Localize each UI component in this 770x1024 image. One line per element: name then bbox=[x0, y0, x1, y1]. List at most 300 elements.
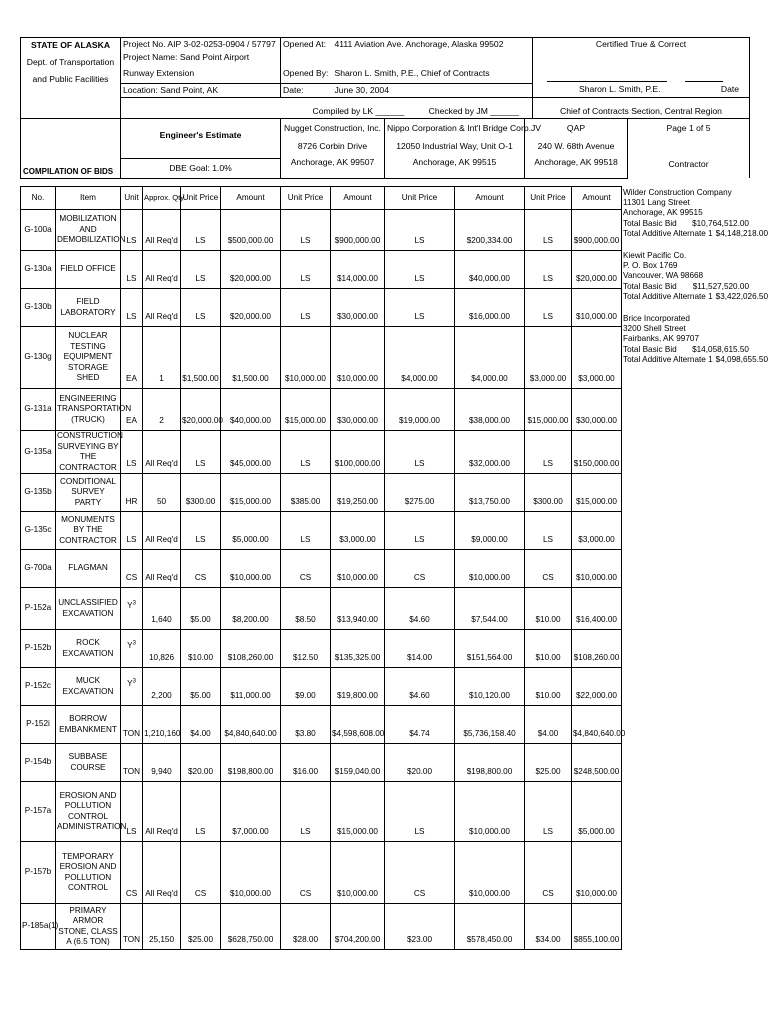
contractors-list bbox=[623, 188, 769, 365]
item-quantity: All Req'd bbox=[143, 251, 181, 289]
contractor-address-2: Anchorage, AK 99515 bbox=[623, 208, 703, 218]
engineer-amount: $40,000.00 bbox=[221, 389, 281, 431]
nippo-amount: $7,544.00 bbox=[455, 588, 525, 630]
nippo-unit-price: LS bbox=[385, 782, 455, 842]
col-amount-4: Amount bbox=[572, 187, 622, 210]
nippo-amount: $32,000.00 bbox=[455, 431, 525, 474]
agency-dept: Dept. of Transportation bbox=[26, 57, 115, 67]
item-quantity: All Req'd bbox=[143, 782, 181, 842]
nugget-amount: $10,000.00 bbox=[331, 327, 385, 389]
nippo-unit-price: CS bbox=[385, 550, 455, 588]
bid-item-row bbox=[21, 782, 622, 842]
nugget-unit-price: $9.00 bbox=[281, 668, 331, 706]
contractor-basic-bid bbox=[623, 345, 749, 355]
item-number: G-700a bbox=[21, 550, 56, 588]
nippo-unit-price: $14.00 bbox=[385, 630, 455, 668]
col-unit: Unit bbox=[121, 187, 143, 210]
alternate-label: Total Additive Alternate 1 bbox=[623, 354, 713, 364]
item-unit: LS bbox=[121, 431, 143, 474]
bidder-engineer-name: Engineer's Estimate bbox=[159, 129, 242, 140]
item-number: P-157a bbox=[21, 782, 56, 842]
alternate-label: Total Additive Alternate 1 bbox=[623, 291, 713, 301]
nugget-amount: $704,200.00 bbox=[331, 904, 385, 950]
col-unit-price-2: Unit Price bbox=[281, 187, 331, 210]
basic-bid-value: $10,764,512.00 bbox=[692, 218, 749, 228]
qap-amount: $4,840,640.00 bbox=[572, 706, 622, 744]
item-number: G-130g bbox=[21, 327, 56, 389]
qap-amount: $3,000.00 bbox=[572, 512, 622, 550]
item-description: FIELD OFFICE bbox=[56, 251, 121, 289]
unit-text: Y bbox=[127, 641, 133, 651]
bid-item-row bbox=[21, 474, 622, 512]
bidder-nugget-name: Nugget Construction, Inc. bbox=[284, 122, 381, 133]
item-quantity: All Req'd bbox=[143, 550, 181, 588]
contractor-basic-bid bbox=[623, 219, 749, 229]
nugget-amount: $30,000.00 bbox=[331, 389, 385, 431]
contractor-address-1: 3200 Shell Street bbox=[623, 324, 686, 334]
bidder-nippo-addr1: 12050 Industrial Way, Unit O-1 bbox=[396, 140, 513, 151]
nippo-unit-price: $4.60 bbox=[385, 668, 455, 706]
date-value: June 30, 2004 bbox=[333, 83, 533, 97]
project-name: Project Name: Sand Point Airport bbox=[121, 51, 281, 67]
item-unit: LS bbox=[121, 782, 143, 842]
nippo-unit-price: $4.60 bbox=[385, 588, 455, 630]
signer-title: Chief of Contracts Section, Central Region bbox=[533, 97, 750, 118]
alternate-value: $3,422,026.50 bbox=[715, 291, 769, 301]
engineer-amount: $20,000.00 bbox=[221, 289, 281, 327]
nippo-unit-price: $4.74 bbox=[385, 706, 455, 744]
bidder-nippo-addr2: Anchorage, AK 99515 bbox=[412, 156, 497, 167]
contractor-name: Brice Incorporated bbox=[623, 314, 690, 324]
signer-name: Sharon L. Smith, P.E. bbox=[579, 84, 661, 94]
item-number: G-131a bbox=[21, 389, 56, 431]
engineer-amount: $108,260.00 bbox=[221, 630, 281, 668]
nugget-amount: $10,000.00 bbox=[331, 550, 385, 588]
bid-item-row bbox=[21, 210, 622, 251]
item-unit: CS bbox=[121, 550, 143, 588]
qap-unit-price: LS bbox=[525, 431, 572, 474]
item-description: ROCK EXCAVATION bbox=[56, 630, 121, 668]
opened-by-value: Sharon L. Smith, P.E., Chief of Contracts bbox=[333, 67, 533, 83]
item-description: NUCLEAR TESTING EQUIPMENT STORAGE SHED bbox=[56, 327, 121, 389]
certified-text: Certified True & Correct bbox=[533, 38, 750, 52]
basic-bid-value: $14,058,615.50 bbox=[692, 344, 749, 354]
bid-item-row bbox=[21, 630, 622, 668]
item-unit: TON bbox=[121, 744, 143, 782]
item-unit bbox=[121, 630, 143, 668]
item-description: BORROW EMBANKMENT bbox=[56, 706, 121, 744]
nippo-amount: $198,800.00 bbox=[455, 744, 525, 782]
nugget-unit-price: CS bbox=[281, 550, 331, 588]
unit-text: Y bbox=[127, 679, 133, 689]
engineer-amount: $10,000.00 bbox=[221, 550, 281, 588]
bidder-nugget bbox=[281, 118, 385, 178]
header-table bbox=[20, 37, 750, 119]
col-amount-3: Amount bbox=[455, 187, 525, 210]
bidders-table bbox=[20, 118, 750, 179]
item-description: MUCK EXCAVATION bbox=[56, 668, 121, 706]
item-unit bbox=[121, 588, 143, 630]
engineer-unit-price: CS bbox=[181, 550, 221, 588]
contractor-additive-alternate bbox=[623, 354, 769, 365]
item-number: P-152a bbox=[21, 588, 56, 630]
bid-item-row bbox=[21, 588, 622, 630]
item-description: FLAGMAN bbox=[56, 550, 121, 588]
engineer-unit-price: $1,500.00 bbox=[181, 327, 221, 389]
engineer-amount: $5,000.00 bbox=[221, 512, 281, 550]
item-description: SUBBASE COURSE bbox=[56, 744, 121, 782]
qap-amount: $15,000.00 bbox=[572, 474, 622, 512]
qap-amount: $248,500.00 bbox=[572, 744, 622, 782]
unit-superscript: 3 bbox=[132, 600, 136, 607]
nippo-amount: $10,000.00 bbox=[455, 782, 525, 842]
nippo-amount: $5,736,158.40 bbox=[455, 706, 525, 744]
qap-amount: $20,000.00 bbox=[572, 251, 622, 289]
nugget-amount: $14,000.00 bbox=[331, 251, 385, 289]
qap-amount: $108,260.00 bbox=[572, 630, 622, 668]
alternate-value: $4,098,655.50 bbox=[715, 354, 769, 364]
bid-item-row bbox=[21, 389, 622, 431]
nugget-unit-price: $10,000.00 bbox=[281, 327, 331, 389]
item-unit: LS bbox=[121, 210, 143, 251]
nippo-amount: $38,000.00 bbox=[455, 389, 525, 431]
engineer-amount: $1,500.00 bbox=[221, 327, 281, 389]
nippo-amount: $13,750.00 bbox=[455, 474, 525, 512]
item-unit bbox=[121, 668, 143, 706]
page-cell bbox=[628, 118, 750, 178]
engineer-amount: $7,000.00 bbox=[221, 782, 281, 842]
qap-amount: $150,000.00 bbox=[572, 431, 622, 474]
bidder-qap-addr2: Anchorage, AK 99518 bbox=[534, 156, 618, 167]
engineer-amount: $11,000.00 bbox=[221, 668, 281, 706]
alternate-value: $4,148,218.00 bbox=[715, 228, 769, 238]
item-quantity: 50 bbox=[143, 474, 181, 512]
nippo-unit-price: $20.00 bbox=[385, 744, 455, 782]
nugget-unit-price: CS bbox=[281, 842, 331, 904]
item-number: P-152c bbox=[21, 668, 56, 706]
engineer-amount: $45,000.00 bbox=[221, 431, 281, 474]
item-description: MONUMENTS BY THE CONTRACTOR bbox=[56, 512, 121, 550]
contractor-address-2: Fairbanks, AK 99707 bbox=[623, 334, 700, 344]
nugget-amount: $13,940.00 bbox=[331, 588, 385, 630]
item-unit: LS bbox=[121, 289, 143, 327]
item-number: G-130b bbox=[21, 289, 56, 327]
engineer-unit-price: $5.00 bbox=[181, 588, 221, 630]
bid-item-row bbox=[21, 327, 622, 389]
unit-superscript: 3 bbox=[132, 678, 136, 685]
qap-unit-price: $4.00 bbox=[525, 706, 572, 744]
dbe-goal: DBE Goal: 1.0% bbox=[121, 158, 280, 177]
engineer-amount: $8,200.00 bbox=[221, 588, 281, 630]
engineer-amount: $10,000.00 bbox=[221, 842, 281, 904]
item-description: CONDITIONAL SURVEY PARTY bbox=[56, 474, 121, 512]
item-number: P-157b bbox=[21, 842, 56, 904]
basic-bid-label: Total Basic Bid bbox=[623, 218, 677, 228]
item-unit: HR bbox=[121, 474, 143, 512]
qap-amount: $3,000.00 bbox=[572, 327, 622, 389]
col-amount-2: Amount bbox=[331, 187, 385, 210]
nippo-amount: $16,000.00 bbox=[455, 289, 525, 327]
nugget-amount: $100,000.00 bbox=[331, 431, 385, 474]
qap-unit-price: CS bbox=[525, 842, 572, 904]
signer-row bbox=[533, 83, 750, 97]
nugget-amount: $30,000.00 bbox=[331, 289, 385, 327]
bidder-nippo-name: Nippo Corporation & Int'l Bridge Corp.JV bbox=[387, 122, 542, 133]
qap-amount: $22,000.00 bbox=[572, 668, 622, 706]
bidder-nugget-addr1: 8726 Corbin Drive bbox=[297, 140, 368, 151]
item-unit: CS bbox=[121, 842, 143, 904]
engineer-unit-price: LS bbox=[181, 289, 221, 327]
col-item: Item bbox=[56, 187, 121, 210]
col-unit-price-1: Unit Price bbox=[181, 187, 221, 210]
engineer-unit-price: $20,000.00 bbox=[181, 389, 221, 431]
basic-bid-label: Total Basic Bid bbox=[623, 344, 677, 354]
item-unit: LS bbox=[121, 512, 143, 550]
qap-unit-price: CS bbox=[525, 550, 572, 588]
nippo-amount: $4,000.00 bbox=[455, 327, 525, 389]
unit-superscript: 3 bbox=[132, 640, 136, 647]
contractor-name: Wilder Construction Company bbox=[623, 188, 732, 197]
item-quantity: 1 bbox=[143, 327, 181, 389]
bid-item-row bbox=[21, 251, 622, 289]
qap-unit-price: $300.00 bbox=[525, 474, 572, 512]
bid-item-row bbox=[21, 668, 622, 706]
engineer-unit-price: LS bbox=[181, 782, 221, 842]
col-amount-1: Amount bbox=[221, 187, 281, 210]
item-number: P-152i bbox=[21, 706, 56, 744]
bid-item-row bbox=[21, 842, 622, 904]
qap-unit-price: $10.00 bbox=[525, 668, 572, 706]
nippo-amount: $200,334.00 bbox=[455, 210, 525, 251]
contractor-address-1: P. O. Box 1769 bbox=[623, 261, 678, 271]
nippo-unit-price: LS bbox=[385, 251, 455, 289]
nippo-unit-price: $19,000.00 bbox=[385, 389, 455, 431]
item-quantity: All Req'd bbox=[143, 431, 181, 474]
item-description: FIELD LABORATORY bbox=[56, 289, 121, 327]
project-name-2: Runway Extension bbox=[121, 67, 281, 83]
agency-dept-2: and Public Facilities bbox=[32, 74, 109, 84]
nippo-amount: $40,000.00 bbox=[455, 251, 525, 289]
item-quantity: All Req'd bbox=[143, 210, 181, 251]
item-description: TEMPORARY EROSION AND POLLUTION CONTROL bbox=[56, 842, 121, 904]
nugget-amount: $900,000.00 bbox=[331, 210, 385, 251]
qap-unit-price: $3,000.00 bbox=[525, 327, 572, 389]
bid-item-row bbox=[21, 431, 622, 474]
col-no: No. bbox=[21, 187, 56, 210]
qap-amount: $30,000.00 bbox=[572, 389, 622, 431]
bidder-qap-addr1: 240 W. 68th Avenue bbox=[537, 140, 615, 151]
nippo-unit-price: $4,000.00 bbox=[385, 327, 455, 389]
unit-text: Y bbox=[127, 601, 133, 611]
qap-amount: $855,100.00 bbox=[572, 904, 622, 950]
nippo-unit-price: $23.00 bbox=[385, 904, 455, 950]
item-number: P-154b bbox=[21, 744, 56, 782]
nugget-amount: $135,325.00 bbox=[331, 630, 385, 668]
nugget-unit-price: LS bbox=[281, 289, 331, 327]
item-quantity: 9,940 bbox=[143, 744, 181, 782]
nippo-unit-price: CS bbox=[385, 842, 455, 904]
item-quantity: 2 bbox=[143, 389, 181, 431]
nugget-amount: $19,250.00 bbox=[331, 474, 385, 512]
engineer-unit-price: LS bbox=[181, 251, 221, 289]
bidder-engineer bbox=[121, 118, 281, 178]
item-unit: EA bbox=[121, 327, 143, 389]
engineer-unit-price: $25.00 bbox=[181, 904, 221, 950]
col-unit-price-3: Unit Price bbox=[385, 187, 455, 210]
qap-unit-price: LS bbox=[525, 289, 572, 327]
basic-bid-label: Total Basic Bid bbox=[623, 281, 677, 291]
item-unit: EA bbox=[121, 389, 143, 431]
item-description: PRIMARY ARMOR STONE, CLASS A (6.5 TON) bbox=[56, 904, 121, 950]
item-quantity: 1,210,160 bbox=[143, 706, 181, 744]
item-number: G-135c bbox=[21, 512, 56, 550]
compilation-title: COMPILATION OF BIDS bbox=[23, 166, 114, 176]
qap-amount: $900,000.00 bbox=[572, 210, 622, 251]
nippo-unit-price: LS bbox=[385, 431, 455, 474]
nugget-unit-price: $28.00 bbox=[281, 904, 331, 950]
nippo-amount: $10,000.00 bbox=[455, 550, 525, 588]
col-unit-price-4: Unit Price bbox=[525, 187, 572, 210]
contractor-additive-alternate bbox=[623, 291, 769, 302]
qap-unit-price: LS bbox=[525, 251, 572, 289]
contractor-label: Contractor bbox=[668, 158, 709, 169]
bid-tabulation-sheet bbox=[20, 37, 769, 987]
qap-unit-price: $34.00 bbox=[525, 904, 572, 950]
engineer-unit-price: LS bbox=[181, 210, 221, 251]
qap-amount: $10,000.00 bbox=[572, 842, 622, 904]
bid-item-row bbox=[21, 289, 622, 327]
nugget-unit-price: $8.50 bbox=[281, 588, 331, 630]
opened-at-label: Opened At: bbox=[281, 38, 333, 52]
item-quantity: All Req'd bbox=[143, 512, 181, 550]
bid-item-row bbox=[21, 904, 622, 950]
compiled-by: Compiled by LK ______ bbox=[312, 106, 405, 116]
contractor-entry bbox=[623, 314, 769, 365]
opened-at-value: 4111 Aviation Ave. Anchorage, Alaska 99502 bbox=[333, 38, 533, 52]
qap-amount: $10,000.00 bbox=[572, 289, 622, 327]
item-unit: LS bbox=[121, 251, 143, 289]
item-unit: TON bbox=[121, 904, 143, 950]
qap-unit-price: LS bbox=[525, 210, 572, 251]
item-number: G-130a bbox=[21, 251, 56, 289]
qap-unit-price: $15,000.00 bbox=[525, 389, 572, 431]
nugget-unit-price: LS bbox=[281, 210, 331, 251]
opened-by-label: Opened By: bbox=[281, 67, 333, 83]
item-number: G-135a bbox=[21, 431, 56, 474]
nugget-unit-price: $3.80 bbox=[281, 706, 331, 744]
bid-item-row bbox=[21, 706, 622, 744]
qap-unit-price: LS bbox=[525, 512, 572, 550]
bid-item-row bbox=[21, 744, 622, 782]
nugget-amount: $10,000.00 bbox=[331, 842, 385, 904]
nugget-unit-price: LS bbox=[281, 431, 331, 474]
item-quantity: 25,150 bbox=[143, 904, 181, 950]
nugget-unit-price: LS bbox=[281, 782, 331, 842]
engineer-amount: $198,800.00 bbox=[221, 744, 281, 782]
bidder-qap-name: QAP bbox=[566, 122, 586, 133]
item-number: G-100a bbox=[21, 210, 56, 251]
nugget-unit-price: $15,000.00 bbox=[281, 389, 331, 431]
checked-by: Checked by JM ______ bbox=[428, 106, 519, 116]
item-number: P-152b bbox=[21, 630, 56, 668]
nugget-unit-price: $385.00 bbox=[281, 474, 331, 512]
alternate-label: Total Additive Alternate 1 bbox=[623, 228, 713, 238]
nippo-amount: $578,450.00 bbox=[455, 904, 525, 950]
item-description: ENGINEERING TRANSPORTATION (TRUCK) bbox=[56, 389, 121, 431]
agency-block bbox=[21, 38, 121, 119]
engineer-amount: $20,000.00 bbox=[221, 251, 281, 289]
signature-line bbox=[547, 70, 667, 82]
engineer-unit-price: $300.00 bbox=[181, 474, 221, 512]
engineer-unit-price: $20.00 bbox=[181, 744, 221, 782]
engineer-unit-price: $10.00 bbox=[181, 630, 221, 668]
engineer-amount: $500,000.00 bbox=[221, 210, 281, 251]
item-number: P-185a(1) bbox=[21, 904, 56, 950]
item-unit: TON bbox=[121, 706, 143, 744]
date-label: Date: bbox=[281, 83, 333, 97]
engineer-amount: $4,840,640.00 bbox=[221, 706, 281, 744]
bidder-nugget-addr2: Anchorage, AK 99507 bbox=[290, 156, 375, 167]
nippo-amount: $10,000.00 bbox=[455, 842, 525, 904]
engineer-unit-price: LS bbox=[181, 512, 221, 550]
nugget-amount: $3,000.00 bbox=[331, 512, 385, 550]
nugget-unit-price: LS bbox=[281, 251, 331, 289]
nugget-unit-price: LS bbox=[281, 512, 331, 550]
bid-body bbox=[20, 186, 769, 987]
location: Location: Sand Point, AK bbox=[121, 83, 281, 97]
nippo-amount: $151,564.00 bbox=[455, 630, 525, 668]
signature-area bbox=[533, 51, 750, 83]
nugget-amount: $4,598,608.00 bbox=[331, 706, 385, 744]
bid-item-row bbox=[21, 512, 622, 550]
qap-amount: $16,400.00 bbox=[572, 588, 622, 630]
qap-amount: $10,000.00 bbox=[572, 550, 622, 588]
engineer-amount: $628,750.00 bbox=[221, 904, 281, 950]
bid-items-table bbox=[20, 186, 626, 950]
nippo-amount: $10,120.00 bbox=[455, 668, 525, 706]
signer-date-label: Date bbox=[720, 84, 740, 94]
compilation-cell bbox=[21, 118, 121, 178]
contractor-basic-bid bbox=[623, 282, 749, 292]
contractor-additive-alternate bbox=[623, 228, 769, 239]
contractor-entry bbox=[623, 188, 769, 239]
item-number: G-135b bbox=[21, 474, 56, 512]
agency-name: STATE OF ALASKA bbox=[30, 40, 111, 50]
bid-item-row bbox=[21, 550, 622, 588]
nugget-amount: $15,000.00 bbox=[331, 782, 385, 842]
nippo-amount: $9,000.00 bbox=[455, 512, 525, 550]
item-description: MOBILIZATION AND DEMOBILIZATION bbox=[56, 210, 121, 251]
nugget-unit-price: $12.50 bbox=[281, 630, 331, 668]
engineer-amount: $15,000.00 bbox=[221, 474, 281, 512]
column-header-row bbox=[21, 187, 622, 210]
qap-unit-price: $25.00 bbox=[525, 744, 572, 782]
nippo-unit-price: LS bbox=[385, 289, 455, 327]
item-quantity: 2,200 bbox=[143, 668, 181, 706]
qap-unit-price: $10.00 bbox=[525, 630, 572, 668]
item-description: UNCLASSIFIED EXCAVATION bbox=[56, 588, 121, 630]
col-qty: Approx. Qty bbox=[143, 187, 181, 210]
engineer-unit-price: CS bbox=[181, 842, 221, 904]
item-quantity: 1,640 bbox=[143, 588, 181, 630]
nippo-unit-price: LS bbox=[385, 512, 455, 550]
nugget-unit-price: $16.00 bbox=[281, 744, 331, 782]
engineer-unit-price: LS bbox=[181, 431, 221, 474]
contractor-address-2: Vancouver, WA 98668 bbox=[623, 271, 704, 281]
bidder-nippo bbox=[385, 118, 542, 178]
engineer-unit-price: $4.00 bbox=[181, 706, 221, 744]
qap-unit-price: $10.00 bbox=[525, 588, 572, 630]
